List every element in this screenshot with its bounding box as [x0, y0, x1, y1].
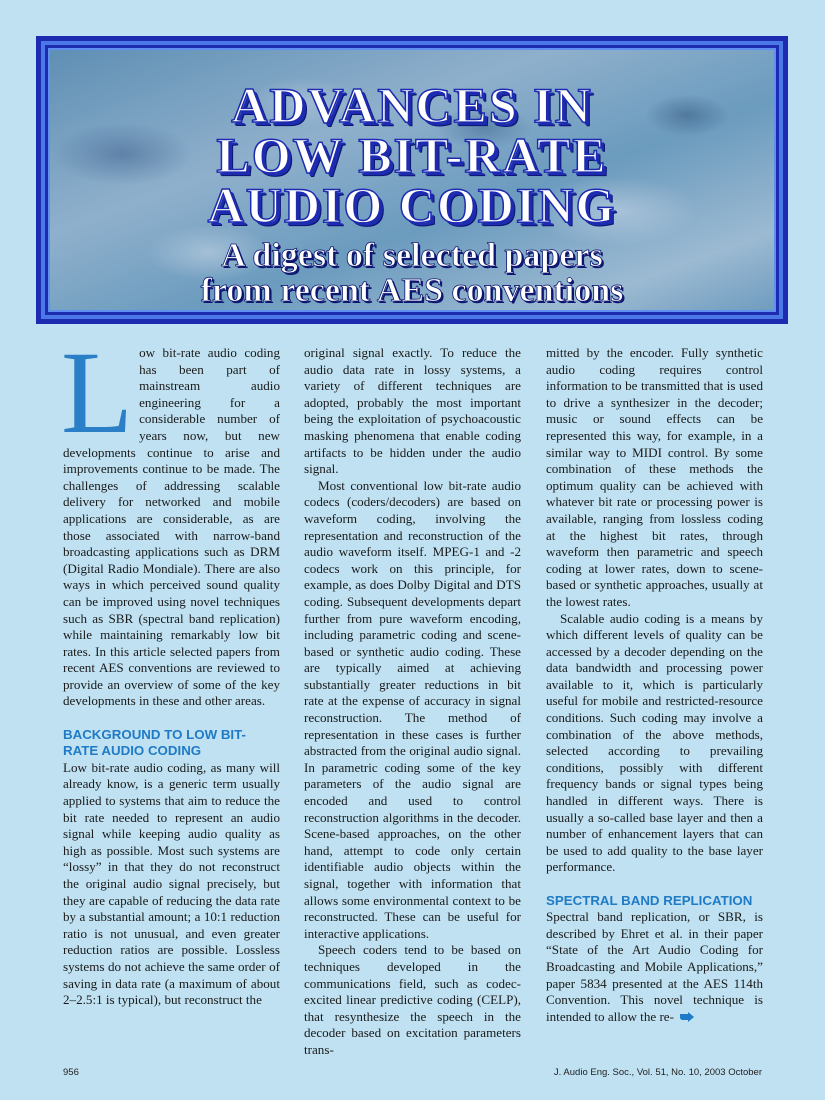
section-heading-background: BACKGROUND TO LOW BIT-RATE AUDIO CODING — [63, 726, 246, 759]
article-subtitle — [50, 238, 774, 308]
title-line-3: AUDIO CODING — [207, 177, 617, 233]
banner-texture — [50, 50, 774, 310]
body-paragraph-text: Spectral band replication, or SBR, is described by Ehret et al. in their paper “State of the Art Audio Coding for Broadcasting and Mobile Applications,” paper 5834 presented at the AES 114th Convention. This novel technique is intended to allow the re- — [546, 909, 763, 1024]
column-2 — [304, 345, 521, 1059]
body-paragraph — [546, 909, 763, 1025]
drop-cap: L — [61, 327, 134, 458]
title-line-1: ADVANCES IN — [231, 77, 593, 133]
intro-paragraph: ow bit-rate audio coding has been part of mainstream audio engineering for a considerable number of years now, but new developments continue to arise and improvements continue to be made. The challenges of addressing scalable delivery for networked and mobile applications are considerable, as are those associated with narrow-band broadcasting applications such as DRM (Digital Radio Mondiale). There are also ways in which perceived sound quality can be improved using novel techniques such as SBR (spectral band replication) while maintaining remarkably low bit rates. In this article selected papers from recent AES conventions are reviewed to provide an overview of some of the key developments in these and other areas. — [63, 345, 280, 709]
section-heading-sbr: SPECTRAL BAND REPLICATION — [546, 892, 753, 908]
article-title — [50, 77, 774, 233]
subtitle-line-1: A digest of selected papers — [221, 237, 603, 274]
subtitle-line-2: from recent AES conventions — [200, 272, 624, 309]
body-paragraph: Scalable audio coding is a means by which different levels of quality can be accessed by a decoder depending on the data bandwidth and processing power available to it, which is particularly useful for mobile and restricted-resource conditions. Such coding may involve a combination of the above methods, selected according to prevailing conditions, possibly with different frequency bands or signal types being handled in different ways. There is usually a so-called base layer and then a number of enhancement layers that can be used to add quality to the base layer performance. — [546, 610, 763, 875]
journal-reference: J. Audio Eng. Soc., Vol. 51, No. 10, 2003 October — [553, 1067, 762, 1078]
column-3 — [546, 345, 763, 1025]
body-paragraph: original signal exactly. To reduce the audio data rate in lossy systems, a variety of different techniques are adopted, probably the most important being the exploitation of psychoacoustic masking phenomena that enable coding artifacts to be hidden under the audio signal. — [304, 345, 521, 477]
body-paragraph: Low bit-rate audio coding, as many will already know, is a generic term usually applied to systems that aim to reduce the bit rate needed to represent an audio signal while keeping audio quality as high as possible. Most such systems are “lossy” in that they do not reconstruct the original audio signal precisely, but they are capable of reducing the data rate by a substantial amount; a 10:1 reduction ratio is not unusual, and even greater reduction ratios are possible. Lossless systems do not achieve the same order of saving in data rate (a maximum of about 2–2.5:1 is typical), but reconstruct the — [63, 759, 280, 1008]
body-paragraph: Speech coders tend to be based on techniques developed in the communications field, such as codec-excited linear predictive coding (CELP), that resynthesize the speech in the decoder based on excitation parameters trans- — [304, 942, 521, 1057]
title-line-2: LOW BIT-RATE — [216, 127, 608, 183]
body-paragraph: mitted by the encoder. Fully synthetic audio coding requires control information to be transmitted that is used to drive a synthesizer in the decoder; music or sound effects can be represented this way, for example, in a similar way to MIDI control. By some combination of these methods the optimum quality can be achieved with whatever bit rate or processing power is available, ranging from lossless coding at the highest bit rates, through waveform then parametric and speech coding at lower rates, down to scene-based or synthetic approaches, usually at the lowest rates. — [546, 345, 763, 609]
continue-arrow-icon — [680, 1012, 694, 1022]
title-banner — [36, 36, 788, 324]
body-paragraph: Most conventional low bit-rate audio codecs (coders/decoders) are based on waveform coding, involving the representation and reconstruction of the audio waveform itself. MPEG-1 and -2 codecs work on this principle, for example, as does Dolby Digital and DTS coding. Subsequent developments depart further from pure waveform encoding, including parametric coding and scene-based or synthetic audio coding. These are typically aimed at achieving substantially greater reductions in bit rate at the expense of accuracy in signal reconstruction. The method of representation in these cases is further abstracted from the original audio signal. In parametric coding some of the key parameters of the audio signal are encoded and used to control reconstruction algorithms in the decoder. Scene-based approaches, on the other hand, attempt to code only certain identifiable audio objects within the signal, together with information that allows some environmental context to be reconstructed. These can be useful for interactive applications. — [304, 477, 521, 941]
column-1 — [61, 327, 280, 1009]
page-number: 956 — [63, 1067, 79, 1078]
